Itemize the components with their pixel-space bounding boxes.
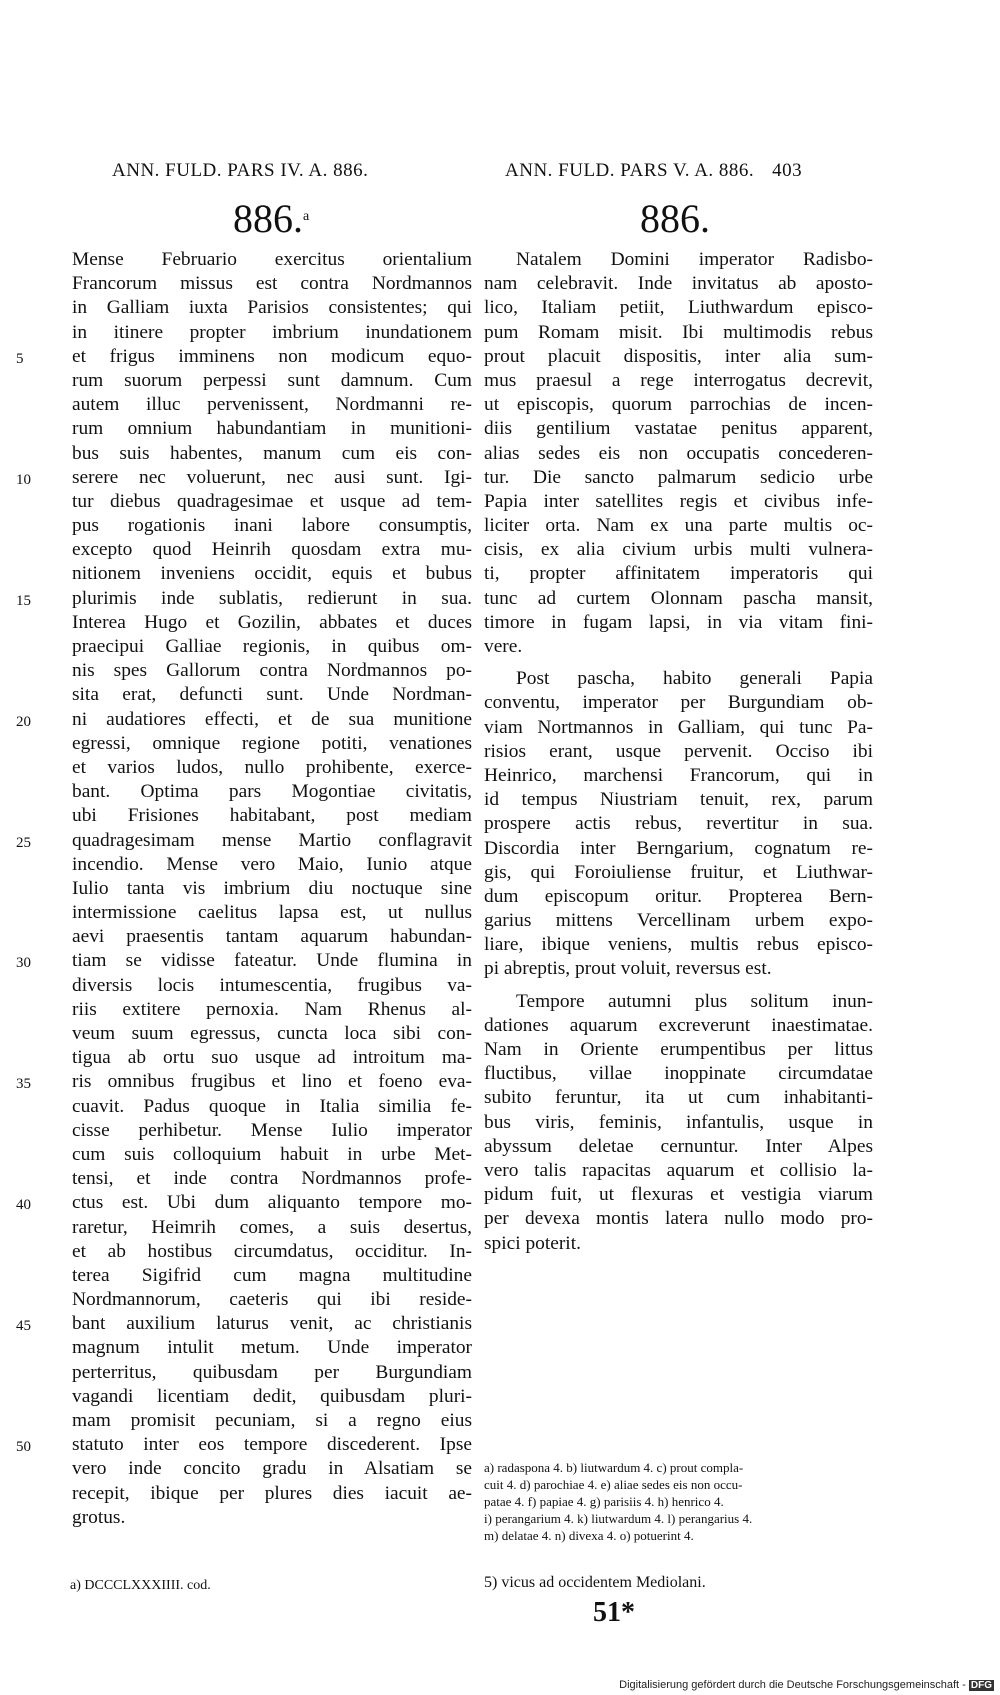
text-line-content: et frigus imminens non modicum equo- [72, 345, 472, 367]
text-line [484, 611, 873, 635]
text-line-content: raretur, Heimrih comes, a suis desertus, [72, 1216, 472, 1238]
page-number: 403 [772, 160, 803, 181]
text-line [72, 562, 472, 586]
text-line [72, 1143, 472, 1167]
text-line [72, 248, 472, 272]
text-line-content: Papia inter satellites regis et civibus infe- [484, 490, 873, 512]
text-line-content: aevi praesentis tantam aquarum habundan- [72, 926, 472, 948]
text-line-content: dationes aquarum excreverunt inaestimatae. [484, 1014, 873, 1036]
text-line [484, 1135, 873, 1159]
left-column-text [16, 248, 472, 1530]
text-line-content: lico, Italiam petiit, Liuthwardum episco- [484, 297, 873, 319]
variant-notes [484, 1459, 873, 1544]
text-line-content: vere. [484, 636, 523, 657]
text-line [16, 1433, 472, 1457]
line-number: 30 [16, 955, 31, 972]
text-line-content: excepto quod Heinrih quosdam extra mu- [72, 539, 472, 561]
running-header-right [505, 160, 802, 182]
text-line [484, 788, 873, 812]
text-line-content: bant auxilium laturus venit, ac christianis [72, 1313, 472, 1335]
text-line [484, 587, 873, 611]
text-line-content: Post pascha, habito generali Papia [516, 668, 873, 690]
text-line-content: Tempore autumni plus solitum inun- [516, 990, 873, 1012]
text-line-content: rum suorum perpessi sunt damnum. Cum [72, 369, 472, 391]
text-line [484, 272, 873, 296]
text-line-content: id tempus Niustriam tenuit, rex, parum [484, 789, 873, 811]
text-line-content: Interea Hugo et Gozilin, abbates et duces [72, 611, 472, 633]
text-line-content: garius mittens Vercellinam urbem expo- [484, 910, 873, 932]
text-line-content: ni audatiores effecti, et de sua munitione [72, 708, 472, 730]
text-line [484, 1159, 873, 1183]
text-line [72, 1288, 472, 1312]
text-line-content: magnum intulit metum. Unde imperator [72, 1337, 472, 1359]
text-line-content: quadragesimam mense Martio conflagravit [72, 829, 472, 851]
text-line [72, 925, 472, 949]
text-line-content: cum suis colloquium habuit in urbe Met- [72, 1143, 472, 1165]
text-line [72, 1361, 472, 1385]
line-number: 35 [16, 1076, 31, 1093]
text-line [72, 321, 472, 345]
text-line-content: conventu, imperator per Burgundiam ob- [484, 692, 873, 714]
running-header-left: ANN. FULD. PARS IV. A. 886. [112, 160, 369, 181]
text-line-content: in itinere propter imbrium inundationem [72, 321, 472, 343]
text-line-content: tigua ab ortu suo usque ad introitum ma- [72, 1047, 472, 1069]
text-line [72, 1167, 472, 1191]
line-number: 20 [16, 713, 31, 730]
text-line-content: recepit, ibique per plures dies iacuit ae- [72, 1482, 472, 1504]
text-line [484, 1207, 873, 1231]
text-line-content: Mense Februario exercitus orientalium [72, 249, 472, 270]
paragraph-gap [484, 982, 873, 990]
text-line-content: Nordmannorum, caeteris qui ibi reside- [72, 1289, 472, 1311]
text-line-content: mam promisit pecuniam, si a regno eius [72, 1410, 472, 1431]
text-line [484, 1183, 873, 1207]
text-line [16, 1191, 472, 1215]
text-line [484, 417, 873, 441]
text-line-content: tensi, et inde contra Nordmannos profe- [72, 1168, 472, 1190]
text-line [484, 321, 873, 345]
text-line [484, 345, 873, 369]
text-line [72, 780, 472, 804]
text-line [16, 345, 472, 369]
text-line [16, 1070, 472, 1094]
text-line-content: liare, ibique veniens, multis rebus episco- [484, 934, 873, 956]
text-line [72, 490, 472, 514]
text-line [72, 393, 472, 417]
line-number: 25 [16, 834, 31, 851]
text-line-content: nitionem inveniens occidit, equis et bubus [72, 563, 472, 585]
text-line [484, 1232, 873, 1256]
text-line-content: ubi Frisiones habitabant, post mediam [72, 805, 472, 827]
text-line [72, 442, 472, 466]
text-line [484, 812, 873, 836]
text-line-content: vero talis rapacitas aquarum et collisio la- [484, 1159, 873, 1181]
text-line-content: pus rogationis inani labore consumptis, [72, 515, 472, 537]
text-line-content: gis, qui Foroiuliense fruitur, et Liuthwar- [484, 861, 873, 883]
text-line [16, 1312, 472, 1336]
text-line [72, 1457, 472, 1481]
paragraph-gap [484, 659, 873, 667]
variant-note-line: patae 4. f) papiae 4. g) parisiis 4. h) henrico 4. [484, 1494, 724, 1509]
text-line-content: serere nec voluerunt, nec ausi sunt. Igi- [72, 466, 472, 488]
year-heading-right: 886. [640, 196, 710, 241]
text-line [484, 740, 873, 764]
line-number: 15 [16, 592, 31, 609]
text-line [16, 466, 472, 490]
footnote-left: a) DCCCLXXXIIII. cod. [70, 1578, 211, 1593]
text-line [484, 442, 873, 466]
text-line [16, 829, 472, 853]
text-line [72, 272, 472, 296]
text-line-content: abyssum deletae cernuntur. Inter Alpes [484, 1135, 873, 1157]
text-line-content: mus praesul a rege interrogatus decrevit, [484, 369, 873, 391]
text-line [72, 1336, 472, 1360]
text-line-content: sita erat, defuncti sunt. Unde Nordman- [72, 684, 472, 706]
text-line-content: pidum fuit, ut flexuras et vestigia viarum [484, 1184, 873, 1206]
variant-note-line: i) perangarium 4. k) liutwardum 4. l) perangarius 4. [484, 1511, 753, 1526]
text-line-content: Heinrico, marchensi Francorum, qui in [484, 764, 873, 786]
text-line [484, 635, 873, 659]
text-line-content: prout placuit dispositis, inter alia sum- [484, 345, 873, 367]
text-line-content: vagandi licentiam dedit, quibusdam pluri- [72, 1385, 472, 1407]
text-line-content: tur diebus quadragesimae et usque ad tem- [72, 490, 472, 512]
text-line [72, 804, 472, 828]
text-line [72, 732, 472, 756]
text-line-content: timore in fugam lapsi, in via vitam fini- [484, 611, 873, 633]
text-line [72, 998, 472, 1022]
text-line-content: tunc ad curtem Olonnam pascha mansit, [484, 587, 873, 609]
text-line [484, 296, 873, 320]
text-line [72, 756, 472, 780]
text-line [72, 1506, 472, 1530]
text-line [72, 611, 472, 635]
text-line [72, 853, 472, 877]
year-heading-left [233, 197, 309, 241]
text-line-content: Discordia inter Berngarium, cognatum re- [484, 837, 873, 859]
year-heading-left-text: 886. [233, 196, 303, 241]
text-line [72, 1216, 472, 1240]
variant-note-line: cuit 4. d) parochiae 4. e) aliae sedes eis non occu- [484, 1477, 743, 1492]
text-line-content: intermissione caelitus lapsa est, ut nullus [72, 902, 472, 924]
text-line-content: bant. Optima pars Mogontiae civitatis, [72, 781, 472, 803]
text-line-content: autem illuc pervenissent, Nordmanni re- [72, 394, 472, 416]
text-line-content: terea Sigifrid cum magna multitudine [72, 1264, 472, 1286]
text-line [72, 635, 472, 659]
text-line-content: statuto inter eos tempore discederent. Ipse [72, 1434, 472, 1456]
text-line-content: dum episcopum oritur. Propterea Bern- [484, 885, 873, 907]
text-line [484, 466, 873, 490]
text-line [484, 691, 873, 715]
text-line [484, 538, 873, 562]
line-number: 40 [16, 1197, 31, 1214]
line-number: 50 [16, 1439, 31, 1456]
year-footnote-mark: a [303, 209, 310, 224]
text-line-content: in Galliam iuxta Parisios consistentes; qui [72, 297, 472, 319]
signature-mark: 51* [593, 1597, 635, 1628]
text-line [484, 1038, 873, 1062]
text-line [484, 1062, 873, 1086]
text-line-content: diis gentilium vastatae penitus apparent, [484, 418, 873, 440]
text-line-content: alias sedes eis non occupatis concederen- [484, 442, 873, 464]
text-line [484, 1086, 873, 1110]
text-line [484, 861, 873, 885]
text-line [484, 716, 873, 740]
text-line-content: fluctibus, villae inoppinate circumdatae [484, 1063, 873, 1085]
text-line [72, 877, 472, 901]
line-number: 45 [16, 1318, 31, 1335]
text-line-content: bus viris, feminis, infantulis, usque in [484, 1111, 873, 1133]
text-line-content: cisse perhibetur. Mense Iulio imperator [72, 1119, 472, 1141]
line-number: 10 [16, 471, 31, 488]
text-line [72, 1022, 472, 1046]
text-line [484, 837, 873, 861]
text-line [484, 1014, 873, 1038]
text-line-content: viam Nortmannos in Galliam, qui tunc Pa- [484, 716, 873, 738]
text-line [484, 1111, 873, 1135]
text-line-content: tiam se vidisse fateatur. Unde flumina in [72, 950, 472, 972]
text-line-content: vero inde concito gradu in Alsatiam se [72, 1458, 472, 1480]
footnote-right: 5) vicus ad occidentem Mediolani. [484, 1574, 706, 1591]
text-line-content: prospere actis rebus, revertitur in sua. [484, 813, 873, 835]
line-number: 5 [16, 350, 24, 367]
text-line-content: ti, propter affinitatem imperatoris qui [484, 563, 873, 585]
text-line-content: pum Romam misit. Ibi multimodis rebus [484, 321, 873, 343]
text-line-content: egressi, omnique regione potiti, venationes [72, 732, 472, 754]
dfg-logo: DFG [970, 1680, 992, 1691]
text-line-content: ris omnibus frugibus et lino et foeno eva- [72, 1071, 472, 1093]
text-line [72, 974, 472, 998]
text-line-content: spici poterit. [484, 1232, 581, 1254]
text-line [72, 417, 472, 441]
text-line-content: perterritus, quibusdam per Burgundiam [72, 1361, 472, 1383]
funding-note [619, 1679, 994, 1691]
text-line-content: liciter orta. Nam ex una parte multis oc- [484, 515, 873, 537]
text-line [16, 949, 472, 973]
text-line-content: cuavit. Padus quoque in Italia similia fe- [72, 1095, 472, 1117]
text-line [72, 1482, 472, 1506]
text-line-content: risios erant, usque pervenit. Occiso ibi [484, 740, 873, 762]
text-line-content: Natalem Domini imperator Radisbo- [516, 249, 873, 270]
text-line [484, 490, 873, 514]
text-line-content: riis extitere pernoxia. Nam Rhenus al- [72, 998, 472, 1020]
text-line-content: grotus. [72, 1506, 126, 1528]
running-header-right-text: ANN. FULD. PARS V. A. 886. [505, 160, 755, 181]
text-line-content: subito feruntur, ita ut cum inhabitanti- [484, 1087, 873, 1109]
funding-note-text: Digitalisierung gefördert durch die Deutsche Forschungsgemeinschaft - [619, 1679, 966, 1691]
text-line [72, 514, 472, 538]
text-line [72, 296, 472, 320]
text-line-content: ctus est. Ubi dum aliquanto tempore mo- [72, 1192, 472, 1214]
text-line [72, 1385, 472, 1409]
text-line [72, 1119, 472, 1143]
text-line-content: diversis locis intumescentia, frugibus va- [72, 974, 472, 996]
text-line-content: veum suum egressus, cuncta loca sibi con- [72, 1023, 472, 1044]
text-line-content: bus suis habentes, manum cum eis con- [72, 442, 472, 464]
text-line-content: Francorum missus est contra Nordmannos [72, 273, 472, 295]
text-line [72, 659, 472, 683]
text-line [72, 1046, 472, 1070]
text-line [72, 1264, 472, 1288]
text-line [484, 933, 873, 957]
text-line [484, 369, 873, 393]
text-line [72, 538, 472, 562]
text-line-content: plurimis inde sublatis, redierunt in sua. [72, 587, 472, 609]
text-line-content: praecipui Galliae regionis, in quibus om- [72, 636, 472, 657]
text-line [484, 514, 873, 538]
variant-note-line: a) radaspona 4. b) liutwardum 4. c) prout compla- [484, 1460, 744, 1475]
text-line [484, 957, 873, 981]
text-line [484, 909, 873, 933]
text-line-content: et varios ludos, nullo prohibente, exerce- [72, 756, 472, 778]
text-line-content: cisis, ex alia civium urbis multi vulnera- [484, 539, 873, 561]
text-line [484, 248, 873, 272]
text-line-content: per devexa montis latera nullo modo pro- [484, 1208, 873, 1230]
text-line [72, 683, 472, 707]
text-line-content: et ab hostibus circumdatus, occiditur. In- [72, 1240, 472, 1262]
text-line-content: pi abreptis, prout voluit, reversus est. [484, 958, 772, 980]
text-line [484, 764, 873, 788]
text-line-content: ut episcopis, quorum parrochias de incen- [484, 394, 873, 416]
text-line [484, 393, 873, 417]
right-column-text [484, 248, 873, 1256]
text-line [16, 587, 472, 611]
text-line-content: rum omnium habundantiam in munitioni- [72, 418, 472, 440]
text-line [72, 901, 472, 925]
text-line-content: Iulio tanta vis imbrium diu noctuque sine [72, 877, 472, 899]
text-line [72, 369, 472, 393]
text-line-content: nam celebravit. Inde invitatus ab aposto- [484, 273, 873, 295]
text-line [484, 990, 873, 1014]
text-line-content: Nam in Oriente erumpentibus per littus [484, 1039, 873, 1060]
text-line-content: tur. Die sancto palmarum sedicio urbe [484, 466, 873, 488]
text-line [484, 667, 873, 691]
text-line [484, 885, 873, 909]
text-line-content: incendio. Mense vero Maio, Iunio atque [72, 853, 472, 875]
text-line [16, 708, 472, 732]
text-line [72, 1095, 472, 1119]
text-line-content: nis spes Gallorum contra Nordmannos po- [72, 660, 472, 682]
text-line [72, 1409, 472, 1433]
text-line [72, 1240, 472, 1264]
variant-note-line: m) delatae 4. n) divexa 4. o) potuerint 4. [484, 1528, 694, 1543]
text-line [484, 562, 873, 586]
